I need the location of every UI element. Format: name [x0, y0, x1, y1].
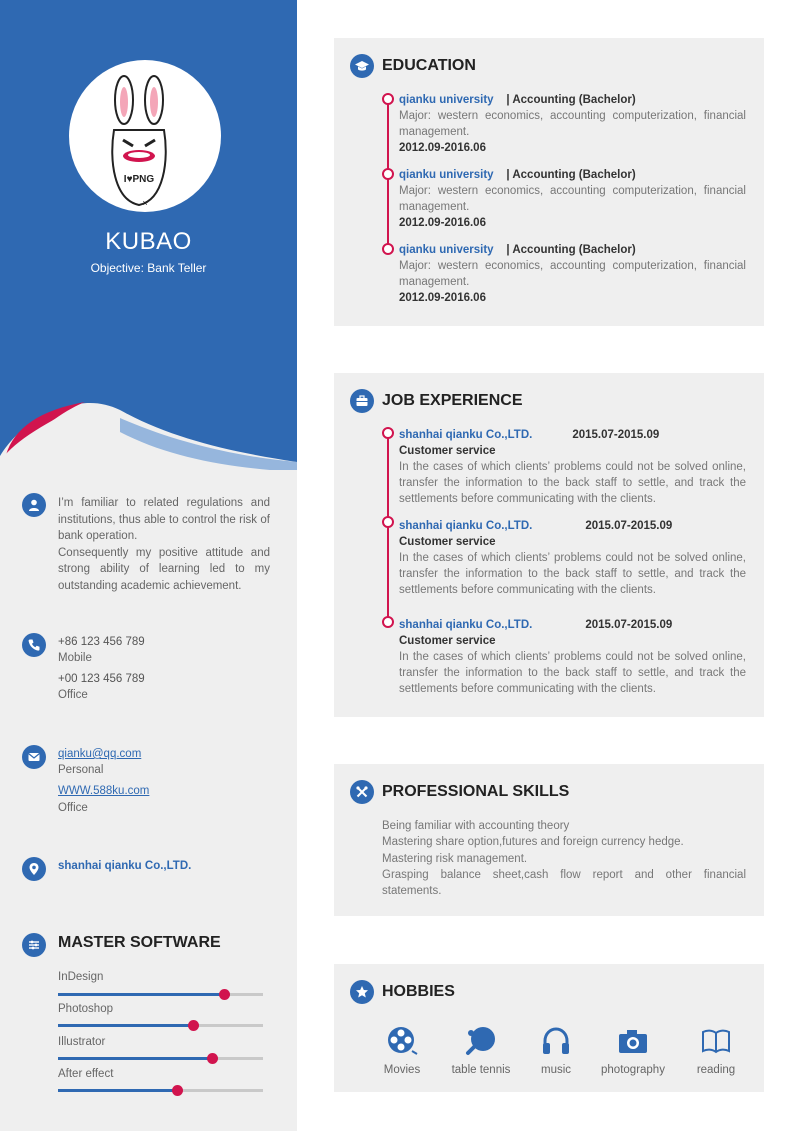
address: shanhai qianku Co.,LTD.	[58, 860, 192, 872]
hobby-label: photography	[601, 1064, 665, 1076]
timeline-line	[387, 433, 389, 623]
phone-icon	[22, 633, 46, 657]
experience-panel	[334, 373, 764, 717]
bunny-avatar-icon	[69, 60, 221, 212]
graduation-cap-icon	[350, 54, 374, 78]
job-period: 2015.07-2015.09	[572, 429, 660, 441]
hobby-photography	[596, 1025, 670, 1076]
software-name: Photoshop	[58, 1003, 113, 1015]
study-period: 2012.09-2016.06	[399, 217, 486, 229]
software-level-knob	[207, 1053, 218, 1064]
skills-list	[382, 818, 746, 899]
avatar	[69, 60, 221, 212]
book-icon	[700, 1025, 732, 1057]
job-entry	[399, 427, 746, 507]
candidate-name: KUBAO	[105, 228, 192, 255]
sliders-icon	[22, 933, 46, 957]
skills-panel	[334, 764, 764, 916]
hobby-music	[536, 1025, 576, 1076]
job-entry	[399, 518, 746, 598]
skill-line: Mastering share option,futures and foreign currency hedge.	[382, 836, 684, 849]
about-text	[58, 495, 270, 594]
school-name: qianku university	[399, 244, 494, 256]
job-role: Customer service	[399, 635, 496, 647]
hobby-label: reading	[696, 1064, 736, 1076]
phone-office-label: Office	[58, 689, 88, 701]
job-period: 2015.07-2015.09	[585, 520, 673, 532]
email-link[interactable]: qianku@qq.com	[58, 748, 142, 760]
timeline-dot	[382, 427, 394, 439]
skill-line: Being familiar with accounting theory	[382, 820, 570, 832]
software-name: After effect	[58, 1068, 114, 1080]
major: Major: western economics, accounting computerization, financial management.	[399, 260, 746, 288]
skill-line: Mastering risk management.	[382, 852, 528, 865]
software-level-bar	[58, 1057, 263, 1060]
hobby-movies	[380, 1025, 424, 1076]
location-pin-icon	[22, 857, 46, 881]
software-section-title: MASTER SOFTWARE	[58, 934, 221, 951]
job-entry	[399, 617, 746, 697]
software-level-knob	[219, 989, 230, 1000]
avatar-text: I♥PNG	[123, 174, 155, 185]
degree: | Accounting (Bachelor)	[506, 169, 636, 181]
education-entry	[399, 242, 746, 306]
software-level-knob	[188, 1020, 199, 1031]
star-icon	[350, 980, 374, 1004]
skill-line: Grasping balance sheet,cash flow report and other financial statements.	[382, 868, 746, 898]
skills-title: PROFESSIONAL SKILLS	[382, 783, 570, 800]
software-level-bar	[58, 1089, 263, 1092]
hobby-label: Movies	[383, 1064, 421, 1076]
major: Major: western economics, accounting computerization, financial management.	[399, 110, 746, 138]
job-description: In the cases of which clients’ problems could not be solved online, transfer the information to the back staff to settle, and track the settlements before communicating with the clients.	[399, 552, 746, 596]
software-level-knob	[172, 1085, 183, 1096]
experience-title: JOB EXPERIENCE	[382, 392, 523, 409]
svg-text:×: ×	[142, 198, 148, 208]
software-level-fill	[58, 1089, 177, 1092]
timeline-dot	[382, 616, 394, 628]
timeline-dot	[382, 168, 394, 180]
school-name: qianku university	[399, 169, 494, 181]
education-entry	[399, 92, 746, 156]
company-name: shanhai qianku Co.,LTD.	[399, 619, 533, 631]
software-level-bar	[58, 1024, 263, 1027]
film-reel-icon	[386, 1025, 418, 1057]
hobbies-title: HOBBIES	[382, 983, 455, 1000]
about-paragraph-1: I’m familiar to related regulations and institutions, thus able to control the risk of bank operation.	[58, 497, 270, 542]
hobby-reading	[692, 1025, 740, 1076]
software-name: Illustrator	[58, 1036, 106, 1048]
job-description: In the cases of which clients’ problems could not be solved online, transfer the information to the back staff to settle, and track the settlements before communicating with the clients.	[399, 651, 746, 695]
hobby-label: table tennis	[451, 1064, 511, 1076]
email-label: Personal	[58, 764, 104, 776]
education-entry	[399, 167, 746, 231]
hobby-table-tennis	[446, 1025, 516, 1076]
education-title: EDUCATION	[382, 57, 476, 74]
mail-icon	[22, 745, 46, 769]
phone-office: +00 123 456 789	[58, 673, 145, 685]
major: Major: western economics, accounting computerization, financial management.	[399, 185, 746, 213]
user-icon	[22, 493, 46, 517]
camera-icon	[617, 1025, 649, 1057]
phone-mobile: +86 123 456 789	[58, 636, 145, 648]
education-panel	[334, 38, 764, 326]
job-role: Customer service	[399, 445, 496, 457]
hobby-label: music	[540, 1064, 572, 1076]
phone-mobile-label: Mobile	[58, 652, 92, 664]
job-description: In the cases of which clients’ problems could not be solved online, transfer the information to the back staff to settle, and track the settlements before communicating with the clients.	[399, 461, 746, 505]
website-link[interactable]: WWW.588ku.com	[58, 785, 150, 797]
job-role: Customer service	[399, 536, 496, 548]
software-level-bar	[58, 993, 263, 996]
degree: | Accounting (Bachelor)	[506, 244, 636, 256]
software-level-fill	[58, 1057, 212, 1060]
company-name: shanhai qianku Co.,LTD.	[399, 520, 533, 532]
website-label: Office	[58, 802, 88, 814]
career-objective: Objective: Bank Teller	[90, 261, 207, 275]
company-name: shanhai qianku Co.,LTD.	[399, 429, 533, 441]
timeline-dot	[382, 243, 394, 255]
study-period: 2012.09-2016.06	[399, 292, 486, 304]
job-period: 2015.07-2015.09	[585, 619, 673, 631]
tools-icon	[350, 780, 374, 804]
software-name: InDesign	[58, 971, 104, 983]
school-name: qianku university	[399, 94, 494, 106]
ping-pong-icon	[465, 1025, 497, 1057]
briefcase-icon	[350, 389, 374, 413]
study-period: 2012.09-2016.06	[399, 142, 486, 154]
software-level-fill	[58, 1024, 193, 1027]
timeline-dot	[382, 93, 394, 105]
timeline-dot	[382, 516, 394, 528]
headphones-icon	[540, 1025, 572, 1057]
degree: | Accounting (Bachelor)	[506, 94, 636, 106]
software-level-fill	[58, 993, 224, 996]
sidebar	[0, 0, 297, 1131]
about-paragraph-2: Consequently my positive attitude and strong ability of learning led to my outstanding academic achievement.	[58, 546, 270, 592]
